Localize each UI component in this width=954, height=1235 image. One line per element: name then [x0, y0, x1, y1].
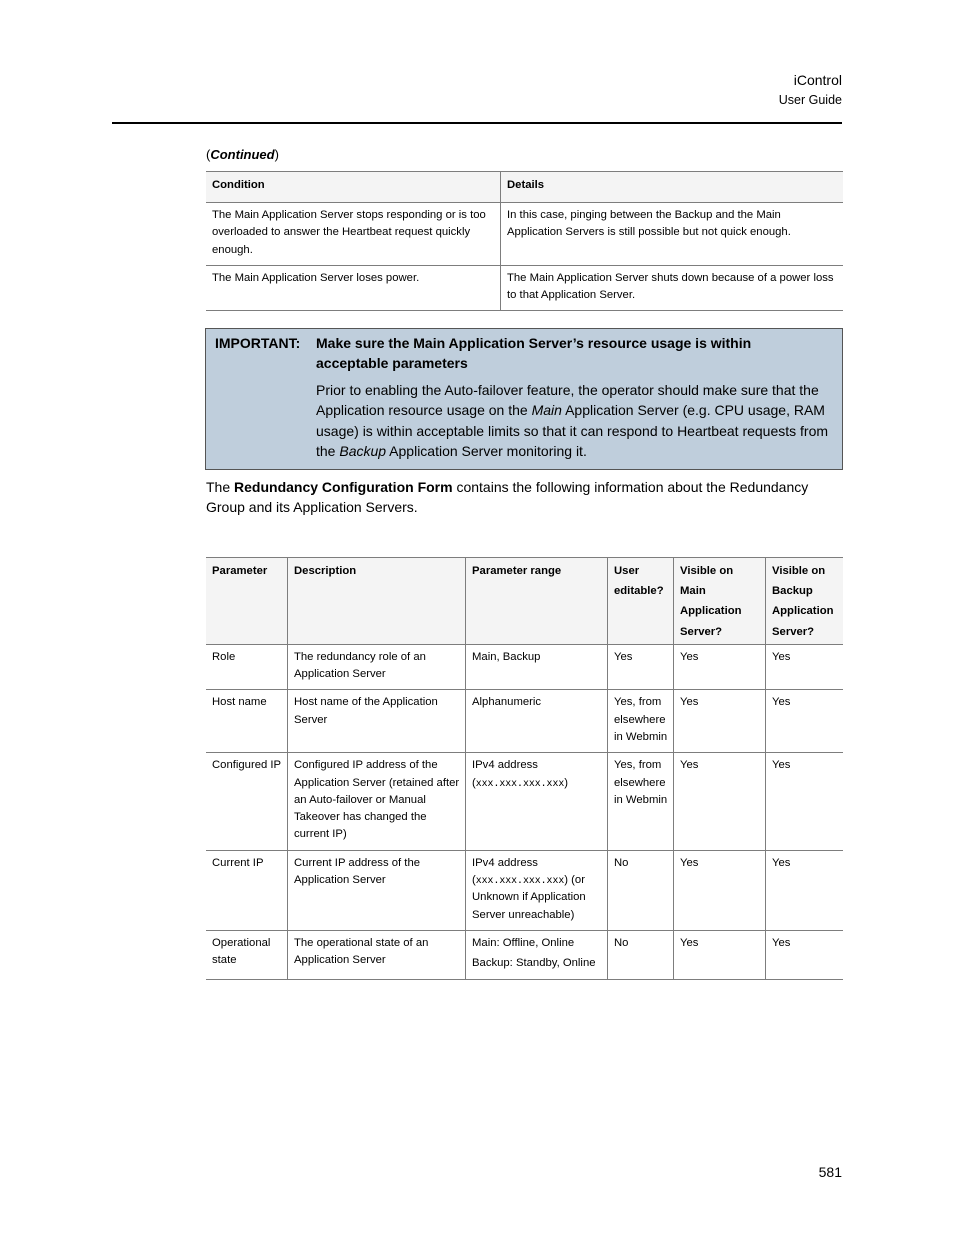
- table-cell: The operational state of an Application Server: [288, 930, 466, 979]
- table-cell: The redundancy role of an Application Server: [288, 644, 466, 690]
- table-row: [206, 930, 843, 979]
- table-cell: Configured IP address of the Application Server (retained after an Auto-failover or Manual Takeover has changed the current IP): [288, 753, 466, 850]
- important-body: Prior to enabling the Auto-failover feature, the operator should make sure that the Application resource usage on the Main Application Server (e.g. CPU usage, RAM usage) is within acceptable limits so that it can respond to Heartbeat requests from the Backup Application Server monitoring it.: [316, 382, 829, 459]
- table-cell: Yes: [674, 850, 766, 930]
- column-header: User editable?: [608, 558, 674, 645]
- table-cell: Yes: [766, 644, 844, 690]
- column-header: Parameter range: [466, 558, 608, 645]
- table-cell: Host name: [206, 690, 288, 753]
- table-row: [206, 690, 843, 753]
- table-cell: Yes: [766, 753, 844, 850]
- column-header: Description: [288, 558, 466, 645]
- table-cell: Main, Backup: [466, 644, 608, 690]
- header-rule: [112, 122, 842, 124]
- table-cell: Yes: [766, 850, 844, 930]
- table-cell: Current IP: [206, 850, 288, 930]
- condition-table: [206, 171, 843, 311]
- table-header-row: [206, 558, 843, 645]
- continued-label: (Continued): [206, 147, 279, 162]
- guide-name: User Guide: [778, 93, 842, 107]
- table-cell: The Main Application Server shuts down because of a power loss to that Application Server.: [501, 265, 844, 311]
- table-cell: Yes: [674, 690, 766, 753]
- table-cell: Operational state: [206, 930, 288, 979]
- table-row: [206, 203, 843, 266]
- page-number: 581: [818, 1164, 842, 1180]
- table-cell: Configured IP: [206, 753, 288, 850]
- table-cell: Yes: [674, 644, 766, 690]
- intro-paragraph: The Redundancy Configuration Form contains the following information about the Redundancy Group and its Application Servers.: [206, 479, 809, 515]
- table-cell: Yes, from elsewhere in Webmin: [608, 690, 674, 753]
- table-cell: IPv4 address (xxx.xxx.xxx.xxx): [466, 753, 608, 850]
- table-cell: Main: Offline, Online Backup: Standby, Online: [466, 930, 608, 979]
- table-cell: Yes: [766, 690, 844, 753]
- column-header: Visible on Backup Application Server?: [766, 558, 844, 645]
- table-cell: Yes, from elsewhere in Webmin: [608, 753, 674, 850]
- column-header: Parameter: [206, 558, 288, 645]
- table-row: [206, 644, 843, 690]
- column-header: Condition: [206, 172, 501, 203]
- table-cell: Yes: [674, 930, 766, 979]
- table-row: [206, 850, 843, 930]
- table-cell: In this case, pinging between the Backup and the Main Application Servers is still possible but not quick enough.: [501, 203, 844, 266]
- table-cell: The Main Application Server stops responding or is too overloaded to answer the Heartbeat request quickly enough.: [206, 203, 501, 266]
- table-cell: Current IP address of the Application Server: [288, 850, 466, 930]
- important-callout: [205, 328, 843, 470]
- table-cell: Host name of the Application Server: [288, 690, 466, 753]
- table-cell: The Main Application Server loses power.: [206, 265, 501, 311]
- parameter-table: [206, 557, 843, 980]
- table-cell: Role: [206, 644, 288, 690]
- table-header-row: [206, 172, 843, 203]
- column-header: Visible on Main Application Server?: [674, 558, 766, 645]
- column-header: Details: [501, 172, 844, 203]
- table-cell: Yes: [674, 753, 766, 850]
- important-tag: IMPORTANT:: [215, 335, 301, 351]
- table-cell: IPv4 address (xxx.xxx.xxx.xxx) (or Unknown if Application Server unreachable): [466, 850, 608, 930]
- important-title: Make sure the Main Application Server’s resource usage is within acceptable parameters: [316, 335, 752, 371]
- table-cell: Alphanumeric: [466, 690, 608, 753]
- table-row: [206, 753, 843, 850]
- table-cell: Yes: [608, 644, 674, 690]
- table-cell: No: [608, 930, 674, 979]
- table-row: [206, 265, 843, 311]
- product-name: iControl: [793, 72, 842, 88]
- page-header: [779, 70, 842, 109]
- table-cell: No: [608, 850, 674, 930]
- table-cell: Yes: [766, 930, 844, 979]
